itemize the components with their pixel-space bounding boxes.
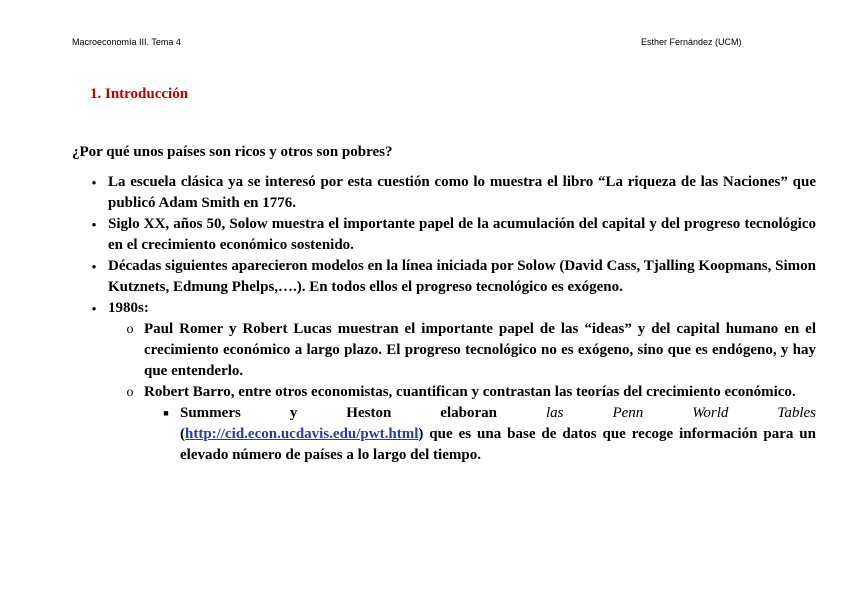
list-item — [72, 214, 816, 256]
section-title: 1. Introducción — [90, 86, 189, 102]
sub-list-item-text: Robert Barro, entre otros economistas, cuantifican y contrastan las teorías del crecimiento económico. — [144, 384, 796, 400]
list-item-text: 1980s: — [108, 300, 149, 316]
list-item-text: Décadas siguientes aparecieron modelos en la línea iniciada por Solow (David Cass, Tjalling Koopmans, Simon Kutznets, Edmung Phelps,….). En todos ellos el progreso tecnológico es exógeno. — [108, 258, 816, 295]
sub-list-item — [72, 319, 816, 382]
list-item-text: La escuela clásica ya se interesó por esta cuestión como lo muestra el libro “La riqueza de las Naciones” que publicó Adam Smith en 1776. — [108, 174, 816, 211]
question-heading: ¿Por qué unos países son ricos y otros son pobres? — [72, 144, 393, 160]
word-world: World — [692, 405, 729, 421]
word-penn: Penn — [612, 405, 644, 421]
sub-list-item-text: Paul Romer y Robert Lucas muestran el importante papel de las “ideas” y del capital humano en el crecimiento económico a largo plazo. El progreso tecnológico no es exógeno, sino que es endógeno, y hay que entenderlo. — [144, 321, 816, 379]
sub-sub-list-item — [72, 403, 816, 466]
penn-tables-description: ) que es una base de datos que recoge información para un elevado número de países a lo largo del tiempo. — [180, 426, 816, 463]
bullet-dot-icon: • — [91, 259, 97, 274]
circle-bullet-icon: o — [126, 385, 134, 400]
pwt-link[interactable]: http://cid.econ.ucdavis.edu/pwt.html — [185, 426, 419, 442]
bullet-list — [72, 172, 816, 466]
sub-list-item — [72, 382, 816, 403]
penn-tables-continuation — [180, 424, 816, 466]
list-item — [72, 172, 816, 214]
square-bullet-icon: ■ — [163, 408, 169, 418]
word-tables: Tables — [777, 405, 816, 421]
word-las: las — [545, 405, 564, 421]
header-left: Macroeconomía III. Tema 4 — [72, 37, 181, 47]
list-item-text: Siglo XX, años 50, Solow muestra el importante papel de la acumulación del capital y del progreso tecnológico en el crecimiento económico sostenido. — [108, 216, 816, 253]
bullet-dot-icon: • — [91, 175, 97, 190]
bullet-dot-icon: • — [91, 301, 97, 316]
circle-bullet-icon: o — [126, 322, 134, 337]
list-item — [72, 256, 816, 298]
penn-tables-line — [180, 403, 816, 424]
list-item — [72, 298, 816, 319]
word-elaboran: elaboran — [440, 405, 497, 421]
word-summers: Summers — [180, 405, 241, 421]
bullet-dot-icon: • — [91, 217, 97, 232]
header-right: Esther Fernández (UCM) — [641, 37, 742, 47]
word-y: y — [289, 405, 298, 421]
word-heston: Heston — [346, 405, 392, 421]
open-paren: ( — [180, 426, 185, 442]
